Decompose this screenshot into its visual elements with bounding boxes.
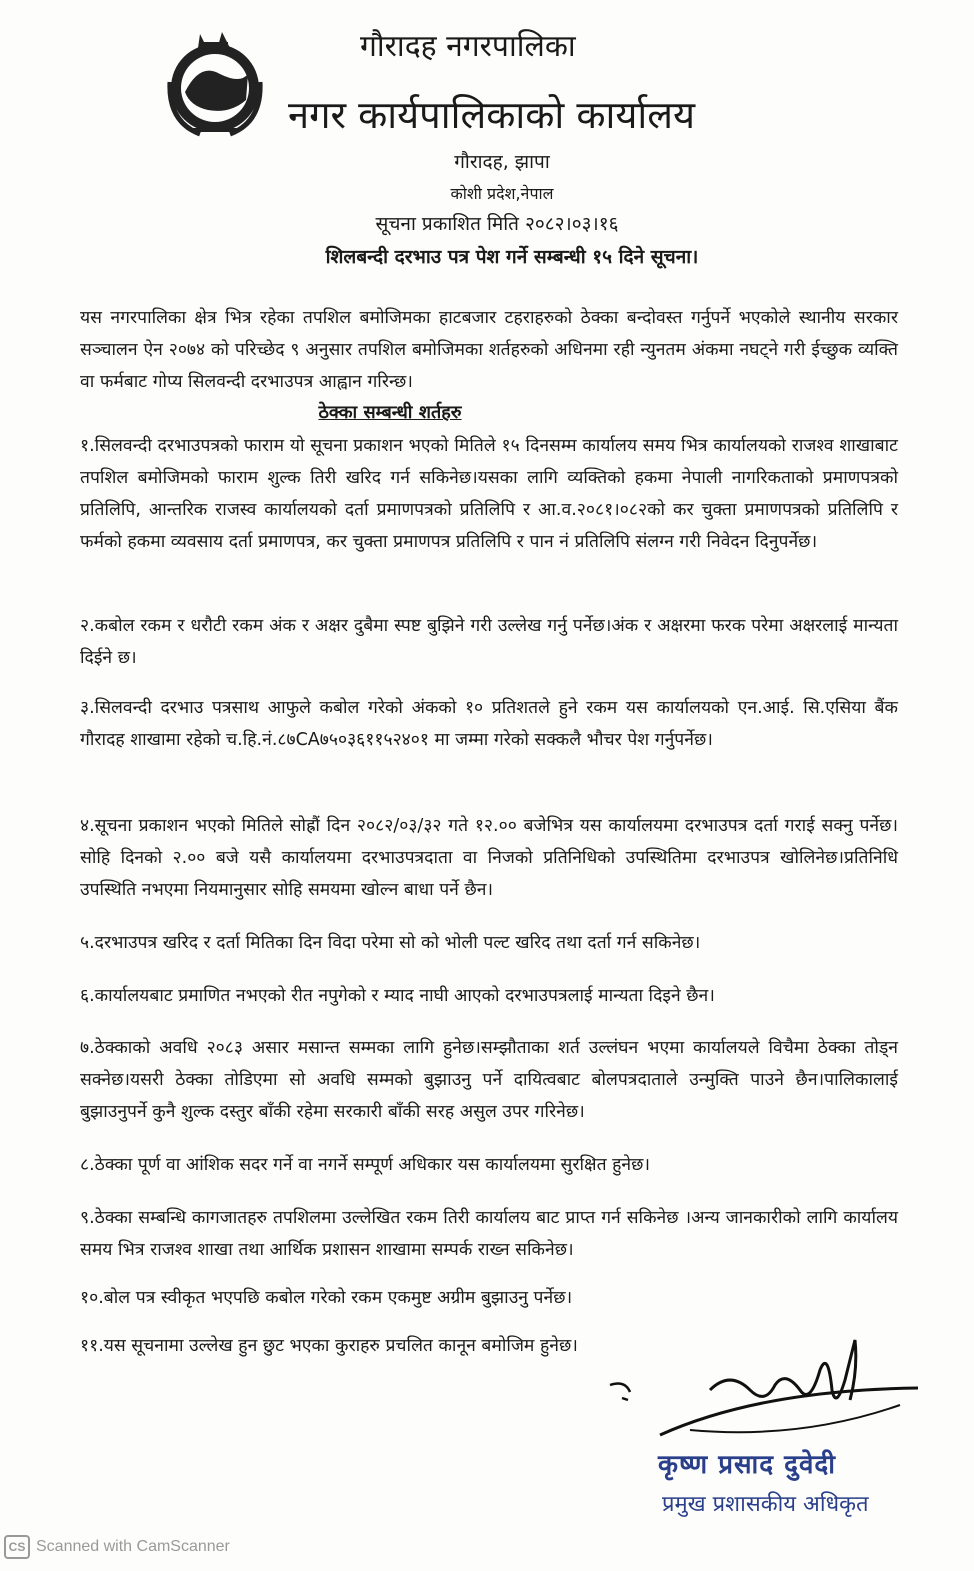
condition-item: १०.बोल पत्र स्वीकृत भएपछि कबोल गरेको रकम एकमुष्ट अग्रीम बुझाउनु पर्नेछ। [80, 1288, 573, 1308]
signatory-designation: प्रमुख प्रशासकीय अधिकृत [662, 1492, 869, 1517]
camscanner-watermark [4, 1532, 230, 1562]
condition-item: १.सिलवन्दी दरभाउपत्रको फाराम यो सूचना प्रकाशन भएको मितिले १५ दिनसम्म कार्यालय समय भित्र कार्यालयको राजश्व शाखाबाट तपशिल बमोजिमको फाराम शुल्क तिरी खरिद गर्न सकिनेछ।यसका लागि व्यक्तिको हकमा नेपाली नागरिकताको प्रमाणपत्रको प्रतिलिपि, आन्तरिक राजस्व कार्यालयको दर्ता प्रमाणपत्रको प्रतिलिपि र आ.व.२०८१।०८२को कर चुक्ता प्रमाणपत्रको प्रतिलिपि र फर्मको हकमा व्यवसाय दर्ता प्रमाणपत्र, कर चुक्ता प्रमाणपत्र प्रतिलिपि र पान नं प्रतिलिपि संलग्न गरी निवेदन दिनुपर्नेछ। [80, 436, 898, 552]
signature-mark [600, 1330, 930, 1450]
intro-paragraph: यस नगरपालिका क्षेत्र भित्र रहेका तपशिल बमोजिमका हाटबजार टहराहरुको ठेक्का बन्दोवस्त गर्नुपर्ने भएकोले स्थानीय सरकार सञ्चालन ऐन २०७४ को परिच्छेद ९ अनुसार तपशिल बमोजिमका शर्तहरुको अधिनमा रही न्युनतम अंकमा नघट्ने गरी ईच्छुक व्यक्ति वा फर्मबाट गोप्य सिलवन्दी दरभाउपत्र आह्वान गरिन्छ। [80, 308, 898, 392]
signatory-name: कृष्ण प्रसाद दुवेदी [658, 1450, 836, 1480]
camscanner-logo: CS [4, 1535, 30, 1559]
condition-item: २.कबोल रकम र धरौटी रकम अंक र अक्षर दुबैमा स्पष्ट बुझिने गरी उल्लेख गर्नु पर्नेछ।अंक र अक्षरमा फरक परेमा अक्षरलाई मान्यता दिईने छ। [80, 616, 898, 668]
notice-subject: शिलबन्दी दरभाउ पत्र पेश गर्ने सम्बन्धी १५ दिने सूचना। [325, 246, 699, 268]
condition-item: ५.दरभाउपत्र खरिद र दर्ता मितिका दिन विदा परेमा सो को भोली पल्ट खरिद तथा दर्ता गर्न सकिनेछ। [80, 933, 701, 953]
condition-item: ९.ठेक्का सम्बन्धि कागजातहरु तपशिलमा उल्लेखित रकम तिरी कार्यालय बाट प्राप्त गर्न सकिनेछ ।अन्य जानकारीको लागि कार्यालय समय भित्र राजश्व शाखा तथा आर्थिक प्रशासन शाखामा सम्पर्क राख्न सकिनेछ। [80, 1208, 898, 1260]
location-line-1: गौरादह, झापा [454, 151, 550, 173]
condition-item: ११.यस सूचनामा उल्लेख हुन छुट भएका कुराहरु प्रचलित कानून बमोजिम हुनेछ। [80, 1336, 578, 1356]
conditions-heading: ठेक्का सम्बन्धी शर्तहरु [318, 402, 462, 423]
condition-item: ६.कार्यालयबाट प्रमाणित नभएको रीत नपुगेको र म्याद नाघी आएको दरभाउपत्रलाई मान्यता दिइने छैन। [80, 986, 715, 1006]
condition-item: ४.सूचना प्रकाशन भएको मितिले सोह्रौं दिन २०८२/०३/३२ गते १२.०० बजेभित्र यस कार्यालयमा दरभाउपत्र दर्ता गराई सक्नु पर्नेछ।सोहि दिनको २.०० बजे यसै कार्यालयमा दरभाउपत्रदाता वा निजको प्रतिनिधिको उपस्थितिमा दरभाउपत्र खोलिनेछ।प्रतिनिधि उपस्थिति नभएमा नियमानुसार सोहि समयमा खोल्न बाधा पर्ने छैन। [80, 816, 898, 900]
nepal-emblem-icon [160, 22, 270, 140]
condition-item: ८.ठेक्का पूर्ण वा आंशिक सदर गर्ने वा नगर्ने सम्पूर्ण अधिकार यस कार्यालयमा सुरक्षित हुनेछ। [80, 1155, 651, 1175]
office-name: गौरादह नगरपालिका [360, 29, 576, 64]
condition-item: ३.सिलवन्दी दरभाउ पत्रसाथ आफुले कबोल गरेको अंकको १० प्रतिशतले हुने रकम यस कार्यालयको एन.आई. सि.एसिया बैंक गौरादह शाखामा रहेको च.हि.नं.८७CA७५०३६११५२४०१ मा जम्मा गरेको सक्कलै भौचर पेश गर्नुपर्नेछ। [80, 698, 898, 750]
notice-date: सूचना प्रकाशित मिति २०८२।०३।१६ [375, 213, 619, 235]
office-title: नगर कार्यपालिकाको कार्यालय [288, 93, 696, 137]
camscanner-text: Scanned with CamScanner [36, 1538, 230, 1555]
location-line-2: कोशी प्रदेश,नेपाल [450, 184, 554, 203]
condition-item: ७.ठेक्काको अवधि २०८३ असार मसान्त सम्मका लागि हुनेछ।सम्झौताका शर्त उल्लंघन भएमा कार्यालयले विचैमा ठेक्का तोड्न सक्नेछ।यसरी ठेक्का तोडिएमा सो अवधि सम्मको बुझाउनु पर्ने दायित्वबाट बोलपत्रदाताले उन्मुक्ति पाउने छैन।पालिकालाई बुझाउनुपर्ने कुनै शुल्क दस्तुर बाँकी रहेमा सरकारी बाँकी सरह असुल उपर गरिनेछ। [80, 1038, 898, 1122]
